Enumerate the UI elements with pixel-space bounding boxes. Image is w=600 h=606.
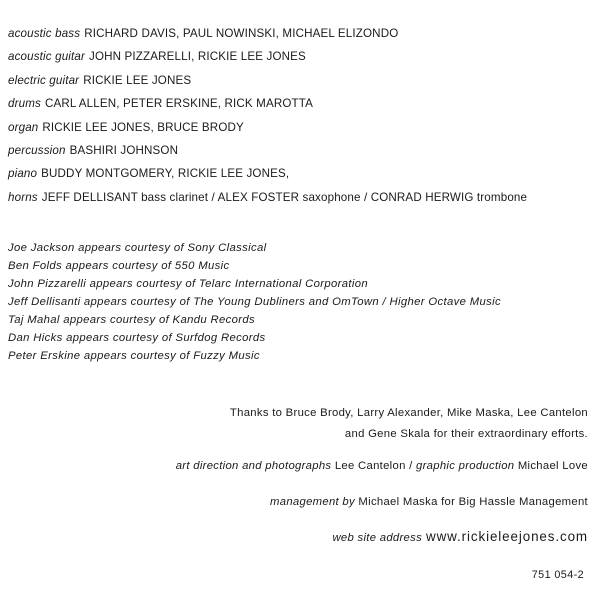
credit-names: BASHIRI JOHNSON xyxy=(69,144,179,158)
courtesy-line: Ben Folds appears courtesy of 550 Music xyxy=(8,260,230,272)
credit-line xyxy=(8,22,598,45)
courtesy-line: Jeff Dellisanti appears courtesy of The Young Dubliners and OmTown / Higher Octave Music xyxy=(8,296,501,308)
credit-role: drums xyxy=(8,97,41,111)
thanks-line: and Gene Skala for their extraordinary efforts. xyxy=(344,428,588,440)
credit-role: acoustic guitar xyxy=(8,50,86,64)
web-site-url: www.rickieleejones.com xyxy=(426,529,588,544)
credit-line xyxy=(8,92,598,115)
management-credit xyxy=(270,493,588,511)
credit-line xyxy=(8,116,598,139)
courtesy-line: Peter Erskine appears courtesy of Fuzzy Music xyxy=(8,350,260,362)
credit-role: percussion xyxy=(8,144,66,158)
credit-names: JOHN PIZZARELLI, RICKIE LEE JONES xyxy=(89,50,306,64)
art-direction-label: art direction and photographs xyxy=(175,460,332,472)
credit-names: BUDDY MONTGOMERY, RICKIE LEE JONES, xyxy=(41,167,290,181)
graphic-production-name: Michael Love xyxy=(517,460,588,472)
management-label: management by xyxy=(270,496,355,508)
credit-names: RICHARD DAVIS, PAUL NOWINSKI, MICHAEL ELIZONDO xyxy=(84,27,399,40)
art-direction-credit xyxy=(176,457,588,475)
management-value: Michael Maska for Big Hassle Management xyxy=(358,496,588,508)
credit-role: horns xyxy=(8,190,38,204)
credit-line xyxy=(8,186,598,209)
credit-names: JEFF DELLISANT bass clarinet / ALEX FOSTER saxophone / CONRAD HERWIG trombone xyxy=(41,190,528,204)
graphic-production-label: graphic production xyxy=(416,460,515,472)
art-direction-name: Lee Cantelon xyxy=(334,460,406,472)
credit-role: piano xyxy=(8,167,38,181)
courtesy-notes xyxy=(8,239,598,365)
credit-line xyxy=(8,45,598,68)
credit-line xyxy=(8,139,598,162)
credit-line xyxy=(8,162,598,185)
credit-role: organ xyxy=(8,120,39,134)
credit-names: CARL ALLEN, PETER ERSKINE, RICK MAROTTA xyxy=(44,97,314,111)
thanks-line: Thanks to Bruce Brody, Larry Alexander, Mike Maska, Lee Cantelon xyxy=(229,407,588,419)
courtesy-line: Dan Hicks appears courtesy of Surfdog Records xyxy=(8,332,266,344)
credit-role: acoustic bass xyxy=(8,27,81,40)
thanks-note xyxy=(230,403,588,445)
courtesy-line: Taj Mahal appears courtesy of Kandu Records xyxy=(8,314,255,326)
credit-names: RICKIE LEE JONES, BRUCE BRODY xyxy=(42,120,244,134)
web-site-label: web site address xyxy=(332,532,423,544)
credit-separator: / xyxy=(409,460,413,472)
web-site-address xyxy=(332,527,588,548)
credit-names: RICKIE LEE JONES xyxy=(83,73,192,87)
courtesy-line: Joe Jackson appears courtesy of Sony Classical xyxy=(8,242,267,254)
catalog-number: 751 054-2 xyxy=(531,569,584,581)
credit-role: electric guitar xyxy=(8,73,80,87)
credit-line xyxy=(8,69,598,92)
courtesy-line: John Pizzarelli appears courtesy of Telarc International Corporation xyxy=(8,278,368,290)
musician-credits xyxy=(8,22,598,209)
